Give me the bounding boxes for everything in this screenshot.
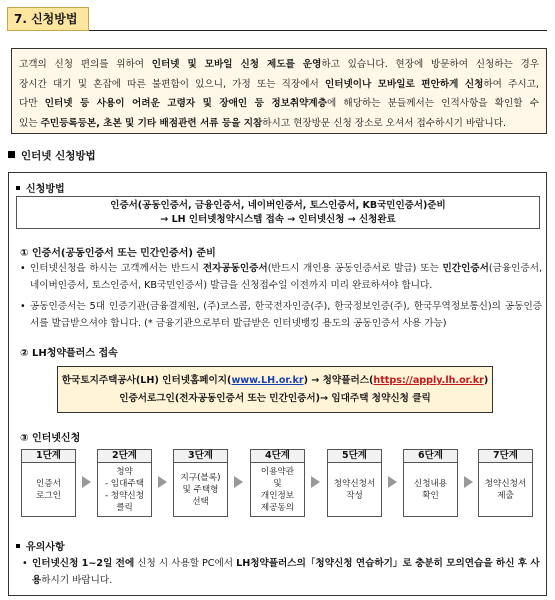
- step-box-head: 2단계: [98, 450, 151, 463]
- arrow-right-icon: [82, 476, 91, 488]
- step-box-head: 7단계: [479, 450, 532, 463]
- intro-line-4: 있는 주민등록등본, 초본 및 기타 배점관련 서류 등을 지참하시고 현장방문 신청 장소로 오셔서 접수하시기 바랍니다.: [19, 117, 507, 129]
- square-bullet-icon: [16, 544, 20, 548]
- step-box-body: [22, 463, 75, 517]
- square-bullet-icon: [16, 186, 20, 190]
- intro-line-1: 고객의 신청 편의를 위하여 인터넷 및 모바일 신청 제도를 운영하고 있습니다. 현장에 방문하여 신청하는 경우: [19, 59, 539, 70]
- step2-heading: ② LH청약플러스 접속: [20, 348, 118, 359]
- notes-body: [22, 555, 542, 589]
- step-box-text: 인증서 로그인: [36, 479, 61, 501]
- intro-line-3: 다만 인터넷 등 사용이 어려운 고령자 및 장애인 등 정보취약계층에 해당하는 분들께서는 인적사항을 확인할 수: [19, 98, 539, 109]
- step-box-body: [479, 463, 532, 517]
- method-heading: 신청방법: [16, 180, 65, 195]
- lh-access-box: [57, 366, 493, 413]
- intro-line-2: 장시간 대기 및 혼잡에 따른 불편함이 있으니, 가정 또는 직장에서 인터넷이나 모바일로 편안하게 신청하여 주시고,: [19, 78, 539, 90]
- note-item: • 인터넷신청 1~2일 전에 신청 시 사용할 PC에서 LH청약플러스의「청약신청 연습하기」로 충분히 모의연습을 하신 후 사용하시기 바랍니다.: [22, 555, 542, 589]
- step-box-5: [327, 449, 382, 517]
- step-box-2: [97, 449, 152, 517]
- lh-homepage-link[interactable]: www.LH.or.kr: [231, 375, 304, 386]
- step-box-3: [173, 449, 228, 517]
- step-box-head: 1단계: [22, 450, 75, 463]
- arrow-right-icon: [464, 476, 473, 488]
- lh-access-line-2: 인증서로그인(전자공동인증서 또는 민간인증서)→ 임대주택 청약신청 클릭: [119, 393, 431, 404]
- step1-bullet-1: • 인터넷신청을 하시는 고객께서는 반드시 전자공동인증서(반드시 개인용 공동인증서로 발급) 또는 민간인증서(금융인증서, 네이버인증서, 토스인증서, KB국민인증서) 발급을 신청접수일 이전까지 미리 완료하셔야 합니다.: [20, 261, 542, 294]
- step-box-text: 청약신청서 제출: [484, 479, 527, 501]
- arrow-right-icon: [388, 476, 397, 488]
- step-box-head: 3단계: [174, 450, 227, 463]
- notes-heading: 유의사항: [16, 538, 65, 553]
- step3-heading: ③ 인터넷신청: [20, 433, 81, 444]
- lh-apply-link[interactable]: https://apply.lh.or.kr: [373, 375, 484, 386]
- step-box-head: 6단계: [404, 450, 457, 463]
- arrow-right-icon: [158, 476, 167, 488]
- step-box-text: 청약신청서 작성: [333, 479, 376, 501]
- step-box-text: 청약 - 임대주택 - 청약신청 클릭: [104, 467, 145, 513]
- square-bullet-icon: [8, 151, 15, 158]
- step-box-1: [21, 449, 76, 517]
- flow-summary-box: [16, 196, 540, 229]
- intro-box: [11, 48, 547, 134]
- step-box-body: [404, 463, 457, 517]
- title-bar: [7, 7, 547, 31]
- lh-access-line-1: 한국토지주택공사(LH) 인터넷홈페이지(www.LH.or.kr) → 청약플러스(https://apply.lh.or.kr): [61, 375, 489, 386]
- flow-line-1: 인증서(공동인증서, 금융인증서, 네이버인증서, 토스인증서, KB국민인증서)준비: [110, 200, 446, 211]
- step-box-7: [478, 449, 533, 517]
- step1-heading: ① 인증서(공동인증서 또는 민간인증서) 준비: [20, 248, 216, 259]
- step-box-4: [250, 449, 305, 517]
- step-box-text: 지구(블록) 및 주택형 선택: [180, 473, 221, 507]
- step-box-6: [403, 449, 458, 517]
- arrow-right-icon: [234, 476, 243, 488]
- step1-bullet-2: • 공동인증서는 5대 인증기관(금융결제원, (주)코스콤, 한국전자인증(주), 한국정보인증(주), 한국무역정보통신)의 공동인증서를 발급받으셔야 합니다. (* 금융기관으로부터 발급받은 인터넷뱅킹 용도의 공동인증서 사용 가능): [20, 299, 542, 332]
- section-heading: 인터넷 신청방법: [8, 148, 96, 163]
- step-box-body: [174, 463, 227, 517]
- step-box-text: 이용약관 및 개인정보 제공동의: [260, 467, 295, 513]
- page-title: 7. 신청방법: [7, 7, 89, 31]
- step1-bullets: [20, 261, 542, 332]
- step-box-body: [251, 463, 304, 517]
- step-box-body: [328, 463, 381, 517]
- step-box-text: 신청내용 확인: [413, 479, 448, 501]
- step-box-head: 5단계: [328, 450, 381, 463]
- step-box-head: 4단계: [251, 450, 304, 463]
- arrow-right-icon: [311, 476, 320, 488]
- step-box-body: [98, 463, 151, 517]
- flow-line-2: → LH 인터넷청약시스템 접속 → 인터넷신청 → 신청완료: [160, 214, 396, 225]
